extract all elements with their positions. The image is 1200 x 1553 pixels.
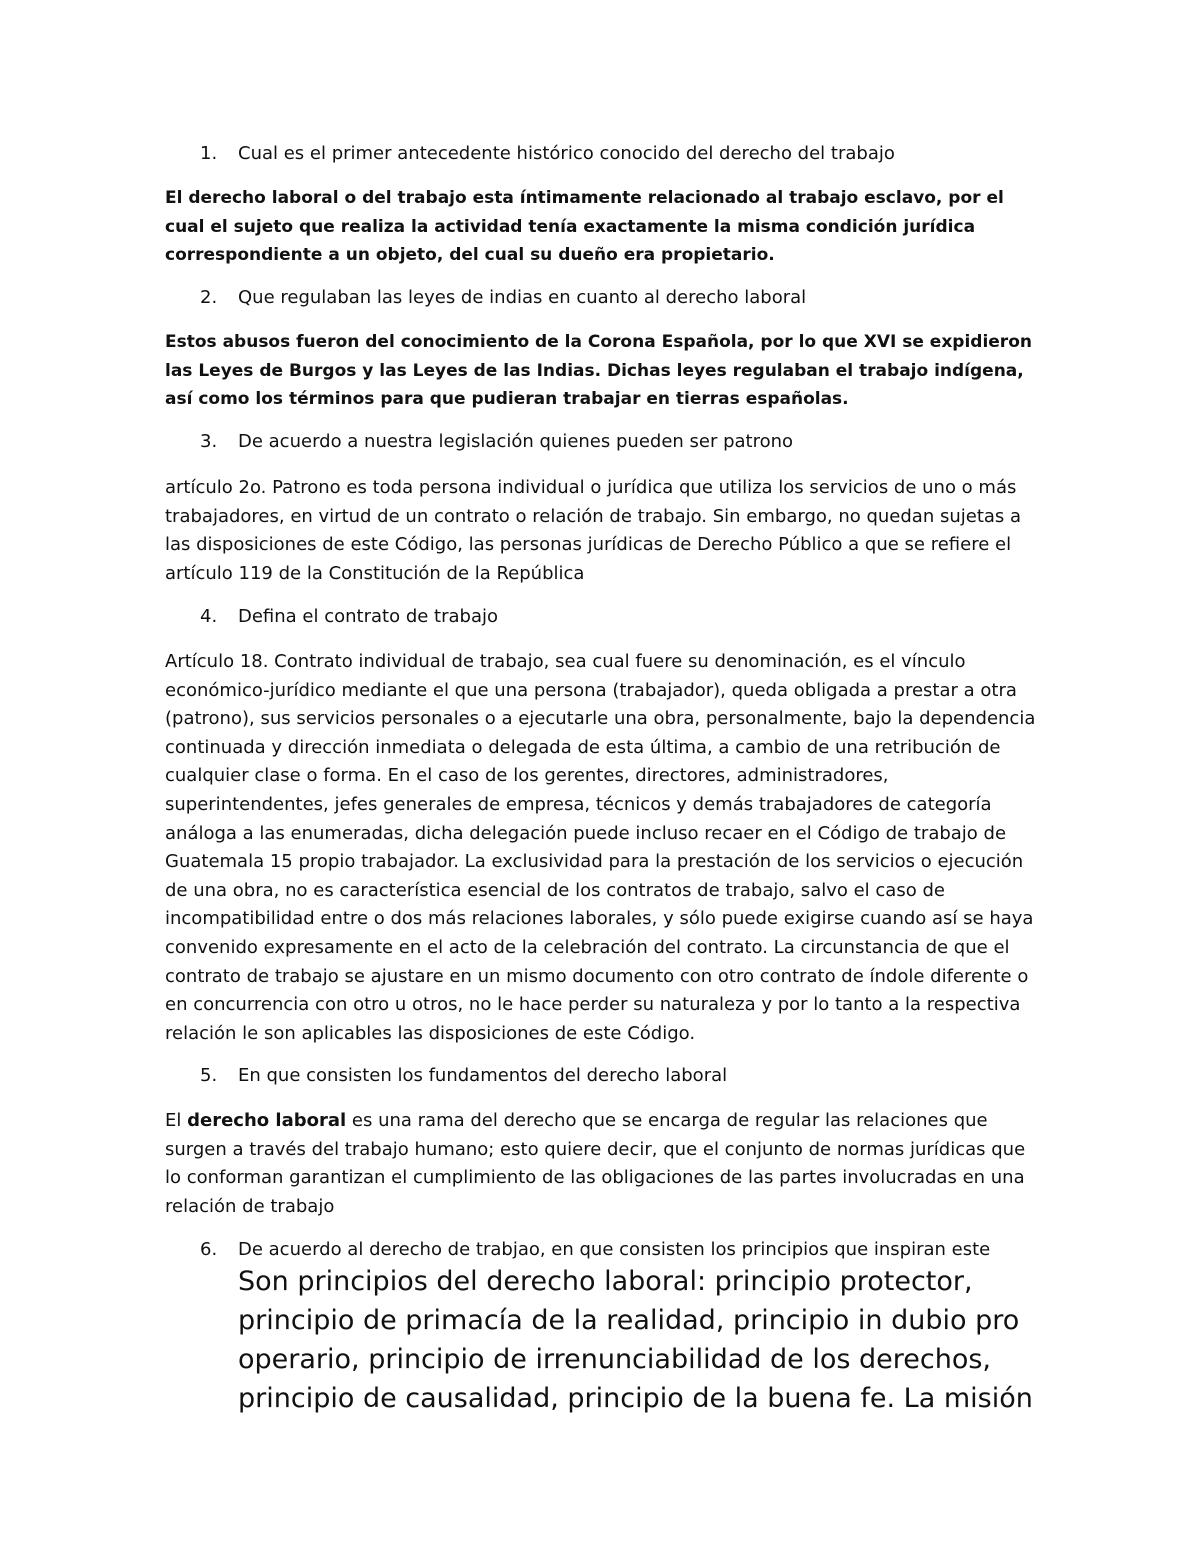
answer-bold-term: derecho laboral xyxy=(187,1110,347,1131)
question-number: 6. xyxy=(200,1239,218,1260)
question-text: Cual es el primer antecedente histórico conocido del derecho del trabajo xyxy=(238,143,895,164)
answer-rest: es una rama del derecho que se encarga de regular las relaciones que surgen a través del trabajo humano; esto quiere decir, que el conjunto de normas jurídicas que lo conforman garantizan el cumplimiento de las obligaciones de las partes involucradas en una relación de trabajo xyxy=(165,1110,1026,1217)
answer-prefix: El xyxy=(165,1110,188,1131)
answer-6: Son principios del derecho laboral: principio protector, principio de primacía de la realidad, principio in dubio pro operario, principio de irrenunciabilidad de los derechos, principio de causalidad, principio de la buena fe. La misión xyxy=(238,1266,1033,1414)
question-1 xyxy=(200,140,1060,168)
question-text: Que regulaban las leyes de indias en cuanto al derecho laboral xyxy=(238,287,807,308)
question-4 xyxy=(200,603,1060,631)
question-number: 2. xyxy=(200,287,218,308)
question-6 xyxy=(200,1236,1060,1264)
question-text: En que consisten los fundamentos del derecho laboral xyxy=(238,1065,728,1086)
question-text: Defina el contrato de trabajo xyxy=(238,606,499,627)
question-number: 5. xyxy=(200,1065,218,1086)
answer-3: artículo 2o. Patrono es toda persona individual o jurídica que utiliza los servicios de uno o más trabajadores, en virtud de un contrato o relación de trabajo. Sin embargo, no quedan sujetas a las disposiciones de este Código, las personas jurídicas de Derecho Público a que se refiere el artículo 119 de la Constitución de la República xyxy=(165,477,1022,584)
question-number: 4. xyxy=(200,606,218,627)
answer-2: Estos abusos fueron del conocimiento de la Corona Española, por lo que XVI se expidieron las Leyes de Burgos y las Leyes de las Indias. Dichas leyes regulaban el trabajo indígena, así como los términos para que pudieran trabajar en tierras españolas. xyxy=(165,332,1032,410)
question-number: 3. xyxy=(200,431,218,452)
question-text: De acuerdo a nuestra legislación quienes pueden ser patrono xyxy=(238,431,794,452)
question-number: 1. xyxy=(200,143,218,164)
question-5 xyxy=(200,1062,1060,1090)
answer-4: Artículo 18. Contrato individual de trabajo, sea cual fuere su denominación, es el vínculo económico-jurídico mediante el que una persona (trabajador), queda obligada a prestar a otra (patrono), sus servicios personales o a ejecutarle una obra, personalmente, bajo la dependencia continuada y dirección inmediata o delegada de esta última, a cambio de una retribución de cualquier clase o forma. En el caso de los gerentes, directores, administradores, superintendentes, jefes generales de empresa, técnicos y demás trabajadores de categoría análoga a las enumeradas, dicha delegación puede incluso recaer en el Código de trabajo de Guatemala 15 propio trabajador. La exclusividad para la prestación de los servicios o ejecución de una obra, no es característica esencial de los contratos de trabajo, salvo el caso de incompatibilidad entre o dos más relaciones laborales, y sólo puede exigirse cuando así se haya convenido expresamente en el acto de la celebración del contrato. La circunstancia de que el contrato de trabajo se ajustare en un mismo documento con otro contrato de índole diferente o en concurrencia con otro u otros, no le hace perder su naturaleza y por lo tanto a la respectiva relación le son aplicables las disposiciones de este Código. xyxy=(165,651,1036,1044)
question-text: De acuerdo al derecho de trabjao, en que consisten los principios que inspiran este xyxy=(238,1239,991,1260)
answer-1: El derecho laboral o del trabajo esta íntimamente relacionado al trabajo esclavo, por el cual el sujeto que realiza la actividad tenía exactamente la misma condición jurídica correspondiente a un objeto, del cual su dueño era propietario. xyxy=(165,188,1004,266)
question-3 xyxy=(200,428,1060,456)
answer-5 xyxy=(165,1107,1045,1221)
question-2 xyxy=(200,284,1060,312)
